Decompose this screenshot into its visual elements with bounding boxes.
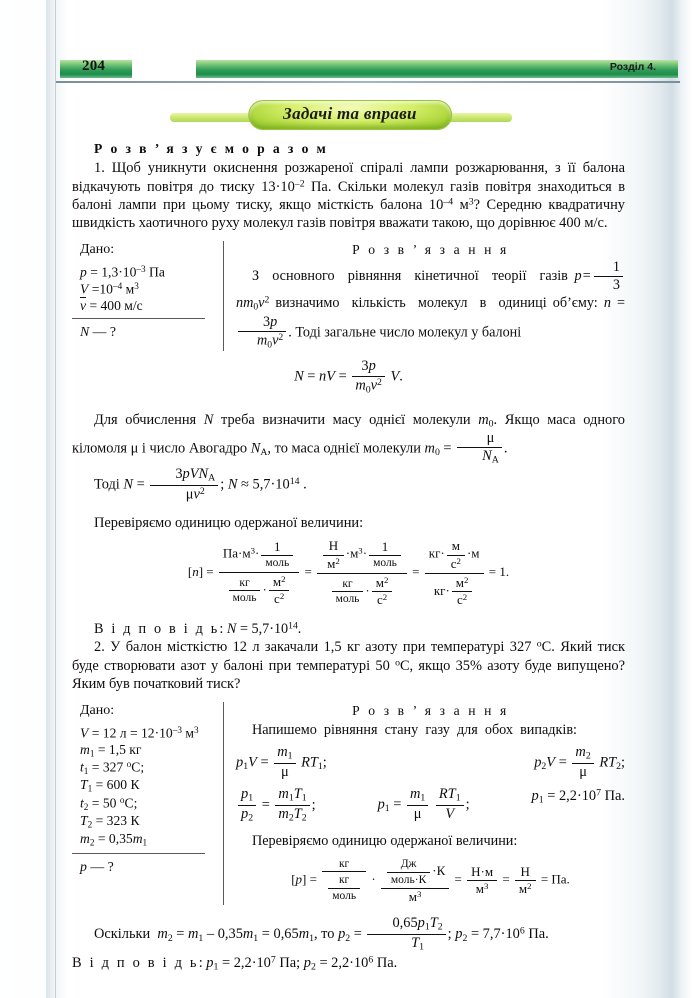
problem2-derived-equations [236, 787, 625, 825]
problem2-solution-column [224, 702, 625, 905]
chapter-label: Розділ 4. [609, 61, 656, 73]
problem1-given-solution-block [72, 241, 625, 351]
problem1-then-line: Тоді N = $\frac{3pVN_А}{\mu v^2}$ ; $N \approx 5,7\cdot 10^{14}$ . [94, 465, 307, 503]
problem1-formula-N: N = nV = $\frac{3p}{m_0v^2}$ V. [294, 358, 403, 396]
problem1-given-list [80, 264, 213, 314]
problem1-find: N — ? [80, 323, 117, 339]
page-spine-line [55, 0, 56, 998]
problem1-units-equation: [n] = $Па\cdot м^3\cdot$ $\frac{1}{\text{моль}}$ $\frac{кг}{\text{моль}}$ · $\frac{м^2}{с^2}$ = $\frac{Н}{м^2}$ $\cdot м^3\cdot$ $\frac{1}{\text{моль}}$ $\frac{кг}{\text{моль}}$ · $\frac{м^2}{с^2}$ = кг· $\frac{м}{с^2}$ ·м кг· $\frac{м^2}{с^2}$ = 1. [72, 537, 625, 609]
problem2-final-line: Оскільки $m_2 = m_1 - 0,35m_1 = 0,65m_1$, то $p_2$ = $\frac{0,65p_1T_2}{T_1}$ ; $p_2 = 7,7\cdot 10^6$ Па. [94, 915, 549, 954]
problem2-equation-ratio: $\frac{p_1}{p_2}$ = $\frac{m_1T_1}{m_2T_2}$ ; [236, 787, 316, 825]
problem2-equation-p1: $p_1$ = $\frac{m_1}{\mu}$ $\frac{RT_1}{V}$ ; [377, 785, 470, 823]
given-item-T1: $T_1 = 600$ К [80, 777, 140, 795]
problem2-equation-1: $p_1V$ = $\frac{m_1}{\mu}$ $RT_1$; [236, 744, 327, 781]
problem1-solution-text: З основного рівняння кінетичної теорії газів p = $\frac{1}{3}$ $nm_0v^2$ визначимо кількість молекул в одиниці об’єму: n = $\frac{3p}{m_0v^2}$ . Тоді загальне число молекул у балоні [236, 258, 625, 351]
section-title-banner [0, 100, 700, 134]
problem1-units-check-label: Перевіряємо одиницю одержаної величини: [94, 515, 364, 532]
running-head [0, 58, 700, 82]
problem1-answer: В і д п о в і д ь: $N = 5,7\cdot 10^{14}$. [94, 620, 302, 638]
section-title-text: Задачі та вправи [283, 104, 417, 123]
header-green-bar-right [196, 60, 678, 78]
given-item-pressure: $p = 1,3\cdot 10^{-3}$ Па [80, 264, 165, 280]
header-rule [56, 81, 680, 83]
problem1-mass-paragraph: Для обчислення N треба визначити масу однієї молекули $m_0$. Якщо маса одного кіломоля μ і число Авогадро $N_А$, то маса однієї молекули $m_0$ = $\frac{\mu}{N_А}$ . [72, 411, 625, 467]
problem2-given-divider [72, 853, 205, 854]
problem2-statement: 2. У балон місткістю 12 л закачали 1,5 кг азоту при температурі 327 $^o$С. Який тиск буде створювати азот у балоні при температурі 50 $^o$С, якщо 35% азоту буде випущено? Яким був початковий тиск? [72, 638, 626, 692]
problem2-answer: В і д п о в і д ь: $p_1 = 2,2\cdot 10^7$ Па; $p_2 = 2,2\cdot 10^6$ Па. [72, 954, 398, 973]
problem2-solution-heading: Р о з в ’ я з а н н я [352, 703, 509, 719]
given-item-t1: $t_1 = 327$ $^o$С; [80, 759, 145, 777]
problem1-units-result: = 1. [488, 564, 510, 580]
problem1-statement: 1. Щоб уникнути окиснення розжареної спіралі лампи розжарювання, з її балона відкачують повітря до тиску $13\cdot 10^{-2}$ Па. Скільки молекул газів повітря знаходиться в балоні лампи при цьому тиску, якщо місткість балона $10^{-4}$ $м^3$? Середню квадратичну швидкість хаотичного руху молекул газів повітря вважати такою, що дорівнює 400 м/с. [72, 160, 625, 232]
problem2-given-label: Дано: [80, 703, 115, 719]
given-item-mass1: $m_1 = 1,5$ кг [80, 741, 142, 759]
given-item-velocity: v = 400 м/с [80, 297, 143, 313]
page-spine-shading [46, 0, 68, 998]
problem1-given-divider [72, 318, 205, 319]
problem2-find: p — ? [80, 858, 114, 874]
problem2-given-list [80, 725, 213, 849]
page-content [72, 140, 625, 974]
given-item-volume: V = 12 $л = 12\cdot 10^{-3}$ $м^3$ [80, 724, 199, 741]
problem1-solution-column [224, 241, 625, 351]
problem2-units-check-label: Перевіряємо одиницю одержаної величини: [252, 832, 518, 849]
problem1-solution-heading: Р о з в ’ я з а н н я [352, 242, 509, 258]
section-title-pill [248, 100, 452, 130]
problem2-equation-p1-value: $p_1 = 2,2\cdot 10^7$ Па. [531, 787, 625, 806]
page-number: 204 [82, 58, 106, 74]
problem1-given-column [72, 241, 224, 351]
given-item-t2: $t_2 = 50$ $^o$С; [80, 795, 138, 813]
given-item-volume: $V =10^{-4}$ $м^3$ [80, 280, 139, 297]
problem2-given-column [72, 702, 224, 905]
problem2-given-solution-block [72, 702, 625, 905]
problem2-solution-text: Напишемо рівняння стану газу для обох випадків: [252, 722, 577, 739]
given-item-mass2: $m_2 = 0,35m_1$ [80, 830, 148, 848]
problem1-given-label: Дано: [80, 242, 115, 258]
problem2-state-equations [236, 745, 625, 781]
given-item-T2: $T_2 = 323$ К [80, 813, 140, 830]
problem2-units-equation: [p] = $\frac{кг}{\frac{кг}{\text{моль}}}$ · $\frac{Дж}{\text{моль·К}}$ ·К $м^3$ = $\frac{Н\cdot м}{м^3}$ = $\frac{Н}{м^2}$ = Па. [291, 858, 570, 905]
subsection-heading: Р о з в ’ я з у є м о р а з о м [94, 141, 329, 156]
problem2-equation-2: $p_2V$ = $\frac{m_2}{\mu}$ $RT_2$; [534, 744, 625, 781]
